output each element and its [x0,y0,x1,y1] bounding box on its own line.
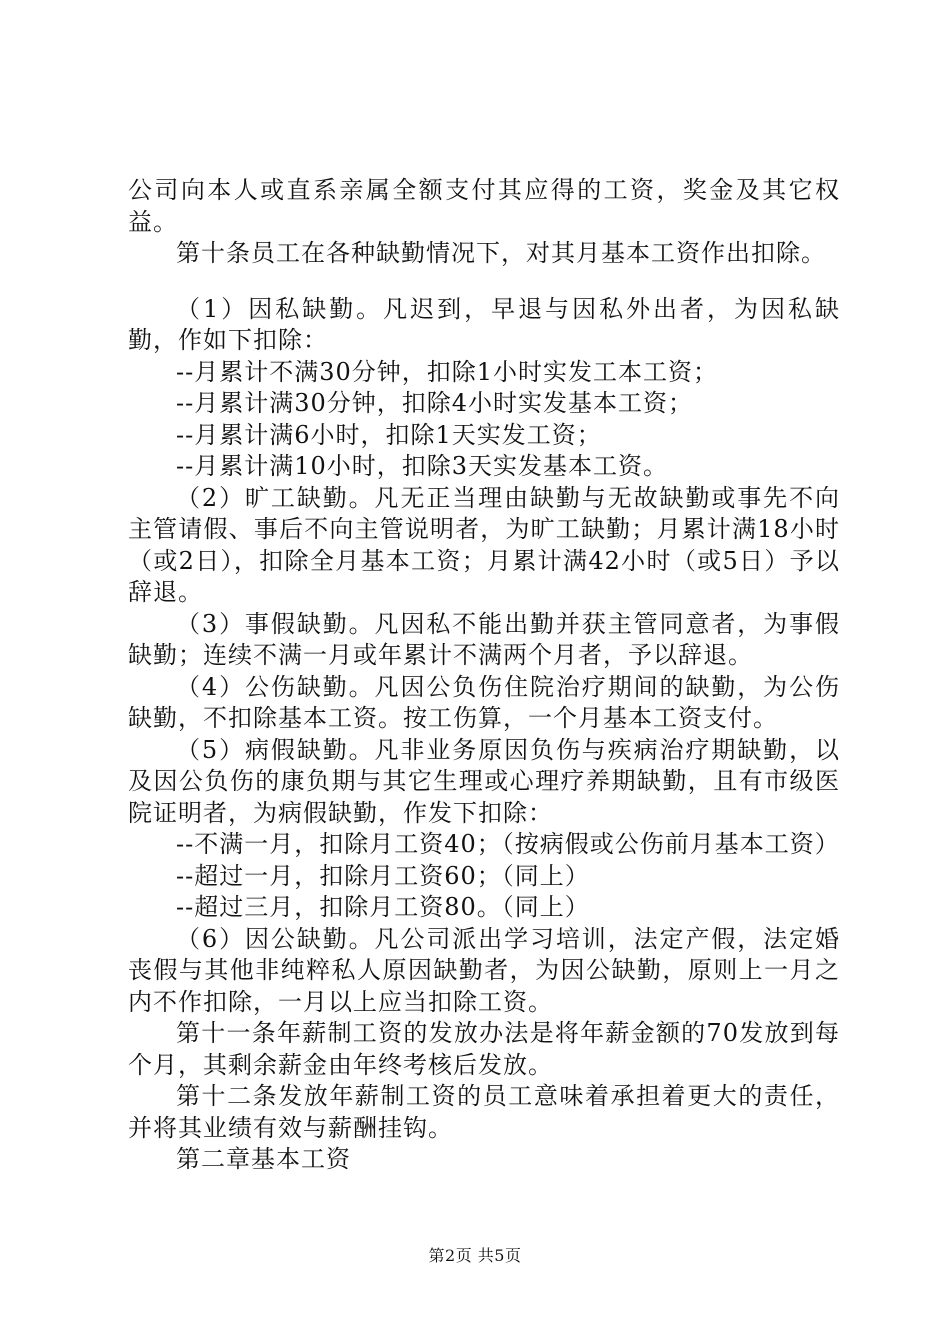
paragraph-item-6: （6）因公缺勤。凡公司派出学习培训，法定产假，法定婚丧假与其他非纯粹私人原因缺勤者，为因公缺勤，原则上一月之内不作扣除，一月以上应当扣除工资。 [128,924,840,1016]
paragraph: 公司向本人或直系亲属全额支付其应得的工资，奖金及其它权益。 [128,176,840,236]
deduction-line: --月累计满10小时，扣除3天实发基本工资。 [176,452,669,480]
deduction-line: --超过一月，扣除月工资60；（同上） [176,861,590,890]
paragraph-article-12: 第十二条发放年薪制工资的员工意味着承担着更大的责任，并将其业绩有效与薪酬挂钩。 [128,1082,840,1142]
deduction-line: --月累计不满30分钟，扣除1小时实发工本工资； [176,357,719,386]
chapter-heading: 第二章基本工资 [176,1145,351,1173]
deduction-line: --月累计满30分钟，扣除4小时实发基本工资； [176,389,694,417]
paragraph-item-4: （4）公伤缺勤。凡因公负伤住院治疗期间的缺勤，为公伤缺勤，不扣除基本工资。按工伤算，一个月基本工资支付。 [128,672,840,732]
blank-line [128,270,840,294]
paragraph-article-10: 第十条员工在各种缺勤情况下，对其月基本工资作出扣除。 [176,239,826,267]
deduction-line: --月累计满6小时，扣除1天实发工资； [176,420,602,449]
deduction-line: --不满一月，扣除月工资40；（按病假或公伤前月基本工资） [176,830,840,858]
paragraph-item-2: （2）旷工缺勤。凡无正当理由缺勤与无故缺勤或事先不向主管请假、事后不向主管说明者，为旷工缺勤；月累计满18小时（或2日），扣除全月基本工资；月累计满42小时（或5日）予以辞退。 [128,483,840,606]
paragraph-article-11: 第十一条年薪制工资的发放办法是将年薪金额的70发放到每个月，其剩余薪金由年终考核后发放。 [128,1019,840,1079]
paragraph-item-1: （1）因私缺勤。凡迟到，早退与因私外出者，为因私缺勤，作如下扣除： [128,294,840,354]
paragraph-item-3: （3）事假缺勤。凡因私不能出勤并获主管同意者，为事假缺勤；连续不满一月或年累计不满两个月者，予以辞退。 [128,609,840,669]
paragraph-item-5: （5）病假缺勤。凡非业务原因负伤与疾病治疗期缺勤，以及因公负伤的康负期与其它生理或心理疗养期缺勤，且有市级医院证明者，为病假缺勤，作发下扣除： [128,735,840,827]
deduction-line: --超过三月，扣除月工资80。（同上） [176,893,590,921]
document-body [128,175,840,1176]
page-number-footer: 第2页 共5页 [428,1246,522,1265]
